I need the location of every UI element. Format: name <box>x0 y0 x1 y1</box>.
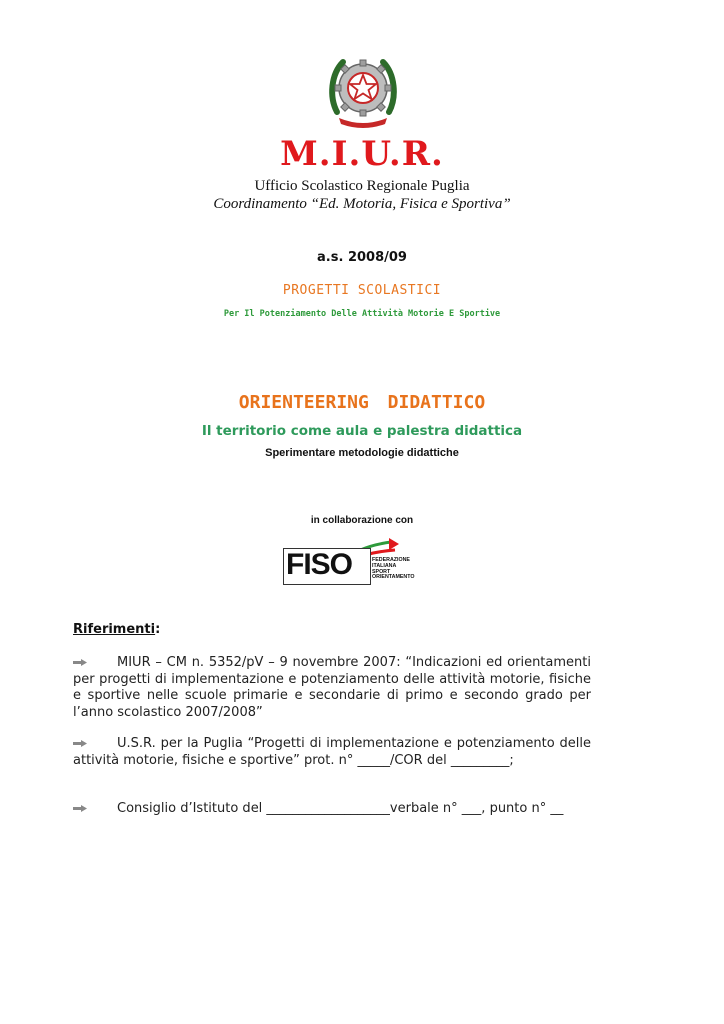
fiso-logo <box>283 538 415 586</box>
pointing-hand-icon <box>73 739 87 748</box>
collaboration-label: in collaborazione con <box>310 515 414 526</box>
projects-subheading: Per Il Potenziamento Delle Attività Motorie E Sportive <box>223 309 501 319</box>
office-name: Ufficio Scolastico Regionale Puglia <box>254 178 470 194</box>
reference-item: U.S.R. per la Puglia “Progetti di implementazione e potenziamento delle attività motorie, fisiche e sportive” prot. n° _____/COR del _________; <box>73 736 591 768</box>
projects-heading: PROGETTI SCOLASTICI <box>282 283 442 298</box>
school-year: a.s. 2008/09 <box>317 250 407 265</box>
project-title: ORIENTEERING DIDATTICO <box>238 392 486 413</box>
references-heading: Riferimenti: <box>73 622 161 637</box>
project-tagline: Sperimentare metodologie didattiche <box>265 447 459 459</box>
pointing-hand-icon <box>73 804 87 813</box>
ministry-title: M.I.U.R. <box>280 134 444 174</box>
reference-item: Consiglio d’Istituto del ___________________verbale n° ___, punto n° __ <box>73 801 591 818</box>
pointing-hand-icon <box>73 658 87 667</box>
fiso-logo-text: FISO <box>286 548 353 581</box>
coordination-name: Coordinamento “Ed. Motoria, Fisica e Sportiva” <box>213 196 511 212</box>
project-subtitle: Il territorio come aula e palestra didattica <box>201 423 523 439</box>
fiso-logo-subtitle: FEDERAZIONE ITALIANA SPORT ORIENTAMENTO <box>372 557 415 581</box>
repubblica-italiana-emblem-icon <box>327 52 399 130</box>
reference-item: MIUR – CM n. 5352/pV – 9 novembre 2007: “Indicazioni ed orientamenti per progetti di implementazione e potenziamento delle attività motorie, fisiche e sportive nelle scuole primarie e secondarie di primo e secondo grado per l’anno scolastico 2007/2008” <box>73 655 591 720</box>
